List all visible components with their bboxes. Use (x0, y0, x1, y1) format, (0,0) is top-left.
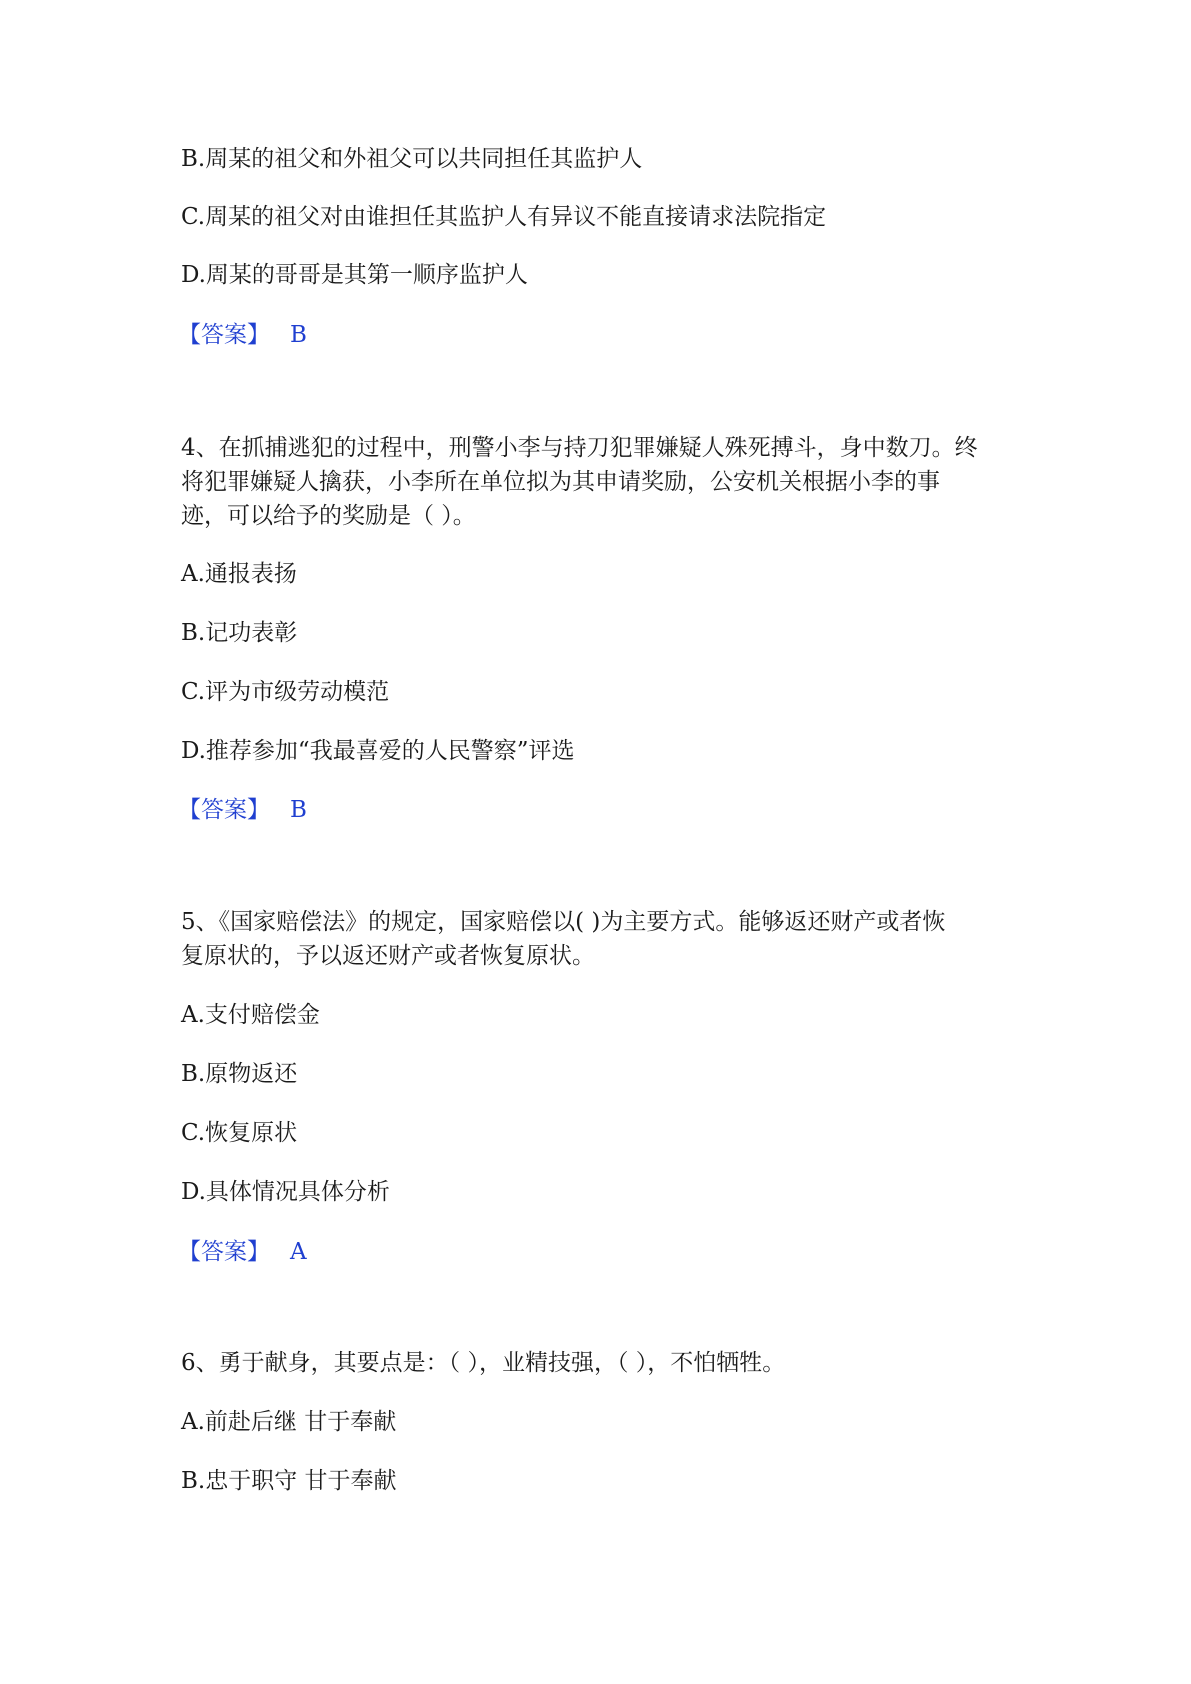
q5-option-b: B.原物返还 (181, 1061, 298, 1087)
q6-option-a: A.前赴后继 甘于奉献 (181, 1409, 397, 1435)
q3-answer-value: B (290, 322, 307, 348)
q4-stem-line-1: 4、在抓捕逃犯的过程中，刑警小李与持刀犯罪嫌疑人殊死搏斗，身中数刀。终 (181, 435, 978, 461)
q4-answer-value: B (290, 797, 307, 823)
q5-answer-label: 【答案】 (178, 1239, 270, 1265)
q4-option-c: C.评为市级劳动模范 (181, 679, 390, 705)
q4-option-b: B.记功表彰 (181, 620, 298, 646)
q4-answer-label: 【答案】 (178, 797, 270, 823)
q3-option-c: C.周某的祖父对由谁担任其监护人有异议不能直接请求法院指定 (181, 204, 827, 230)
q6-stem-line-1: 6、勇于献身，其要点是：（ ），业精技强，（ ），不怕牺牲。 (181, 1350, 786, 1376)
q5-option-c: C.恢复原状 (181, 1120, 298, 1146)
q5-answer (178, 1236, 307, 1269)
q3-answer-label: 【答案】 (178, 322, 270, 348)
q3-answer (178, 319, 307, 352)
q4-stem-line-2: 将犯罪嫌疑人擒获，小李所在单位拟为其申请奖励，公安机关根据小李的事 (181, 469, 940, 495)
q4-option-a: A.通报表扬 (181, 561, 297, 587)
q5-option-d: D.具体情况具体分析 (181, 1179, 390, 1205)
q5-answer-value: A (290, 1239, 307, 1265)
q5-stem-line-1: 5、《国家赔偿法》的规定，国家赔偿以( )为主要方式。能够返还财产或者恢 (181, 909, 946, 935)
q5-option-a: A.支付赔偿金 (181, 1002, 320, 1028)
q3-option-b: B.周某的祖父和外祖父可以共同担任其监护人 (181, 146, 643, 172)
q3-option-d: D.周某的哥哥是其第一顺序监护人 (181, 262, 528, 288)
q4-answer (178, 794, 307, 827)
q5-stem-line-2: 复原状的，予以返还财产或者恢复原状。 (181, 943, 595, 969)
q6-option-b: B.忠于职守 甘于奉献 (181, 1468, 397, 1494)
q4-option-d: D.推荐参加“我最喜爱的人民警察”评选 (181, 738, 575, 764)
q4-stem-line-3: 迹，可以给予的奖励是（ ）。 (181, 503, 476, 529)
